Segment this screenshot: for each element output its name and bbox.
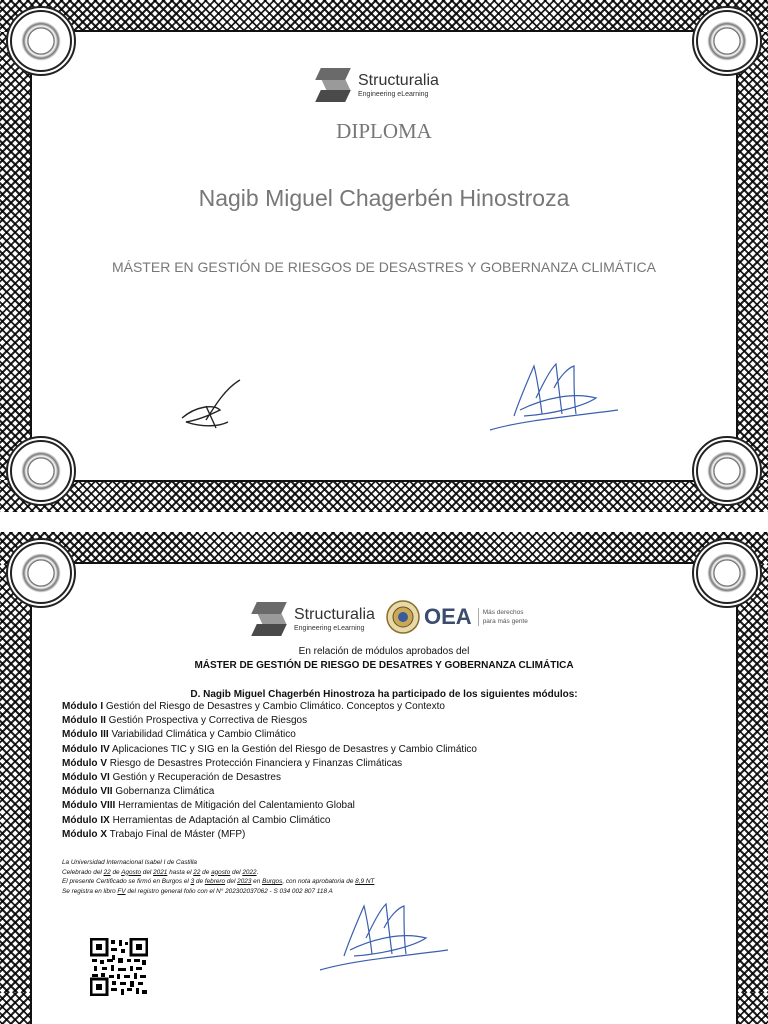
- list-item: [62, 757, 477, 771]
- qr-code-icon[interactable]: [90, 938, 148, 996]
- module-code: Módulo VI: [62, 772, 110, 784]
- corner-ornament: [692, 436, 762, 506]
- signature-bottom: [314, 898, 454, 978]
- module-code: Módulo VIII: [62, 800, 116, 812]
- module-list: [62, 700, 477, 842]
- module-name: Gestión Prospectiva y Correctiva de Riesgos: [108, 715, 308, 727]
- module-name: Gestión del Riesgo de Desastres y Cambio Climático. Conceptos y Contexto: [105, 701, 445, 712]
- signature-right: [484, 358, 624, 438]
- module-name: Riesgo de Desastres Protección Financiera y Finanzas Climáticas: [109, 757, 403, 769]
- list-item: [62, 743, 477, 757]
- list-item: [62, 714, 477, 728]
- module-name: Aplicaciones TIC y SIG en la Gestión del Riesgo de Desastres y Cambio Climático: [112, 743, 477, 755]
- oea-slogan-line-2: para más gente: [482, 618, 528, 625]
- module-code: Módulo V: [62, 757, 107, 769]
- logo-name: Structuralia: [294, 605, 375, 623]
- module-code: Módulo VII: [62, 786, 113, 798]
- structuralia-logo: [316, 66, 439, 104]
- oea-seal-icon: [386, 600, 420, 634]
- corner-ornament: [692, 6, 762, 76]
- list-item: [62, 700, 477, 714]
- list-item: [62, 771, 477, 785]
- module-name: Trabajo Final de Máster (MFP): [109, 828, 246, 840]
- logo-subtitle: Engineering eLearning: [294, 624, 365, 632]
- structuralia-logo: [252, 600, 375, 638]
- list-item: [62, 814, 477, 828]
- celebrated-line: Celebrado del 22 de Agosto del 2021 hasta el 22 de agosto del 2022.: [62, 868, 259, 876]
- structuralia-logo-icon: [252, 600, 290, 638]
- registry-line: Se registra en libro FV del registro general folio con el N° 202302037062 - S 034 002 807 118 A: [62, 887, 333, 895]
- module-code: Módulo I: [62, 701, 104, 712]
- corner-ornament: [692, 538, 762, 608]
- signed-line: El presente Certificado se firmó en Burgos el 3 de febrero del 2023 en Burgos, con nota aprobatoria de 8,9 NT: [62, 878, 375, 885]
- intro-text: En relación de módulos aprobados del: [298, 646, 470, 657]
- module-name: Herramientas de Mitigación del Calentamiento Global: [118, 800, 355, 812]
- program-title: MÁSTER DE GESTIÓN DE RIESGO DE DESATRES Y GOBERNANZA CLIMÁTICA: [194, 660, 574, 671]
- list-item: [62, 799, 477, 813]
- oea-logo: [386, 600, 528, 634]
- university-line: La Universidad Internacional Isabel I de Castilla: [62, 859, 197, 866]
- oea-text: OEA: [424, 604, 472, 629]
- module-code: Módulo III: [62, 729, 109, 741]
- structuralia-logo-icon: [316, 66, 354, 104]
- logo-name: Structuralia: [358, 71, 439, 89]
- corner-ornament: [6, 6, 76, 76]
- oea-slogan-line-1: Más derechos: [482, 609, 524, 616]
- logo-subtitle: Engineering eLearning: [358, 90, 429, 98]
- module-record-page: [0, 532, 768, 1024]
- diploma-title: DIPLOMA: [336, 119, 432, 143]
- module-code: Módulo IV: [62, 743, 110, 755]
- module-name: Gobernanza Climática: [115, 786, 215, 798]
- recipient-name: Nagib Miguel Chagerbén Hinostroza: [198, 185, 570, 211]
- module-name: Herramientas de Adaptación al Cambio Climático: [112, 814, 331, 826]
- corner-ornament: [6, 436, 76, 506]
- corner-ornament: [6, 538, 76, 608]
- signature-left: [176, 376, 246, 436]
- module-code: Módulo IX: [62, 814, 110, 826]
- certification-notes: [62, 858, 374, 896]
- participant-line: D. Nagib Miguel Chagerbén Hinostroza ha participado de los siguientes módulos:: [190, 689, 578, 700]
- module-code: Módulo II: [62, 715, 106, 727]
- list-item: [62, 728, 477, 742]
- program-title: MÁSTER EN GESTIÓN DE RIESGOS DE DESASTRES Y GOBERNANZA CLIMÁTICA: [111, 259, 657, 275]
- module-name: Variabilidad Climática y Cambio Climático: [111, 729, 296, 741]
- module-code: Módulo X: [62, 828, 107, 840]
- list-item: [62, 828, 477, 842]
- list-item: [62, 785, 477, 799]
- module-name: Gestión y Recuperación de Desastres: [112, 772, 281, 784]
